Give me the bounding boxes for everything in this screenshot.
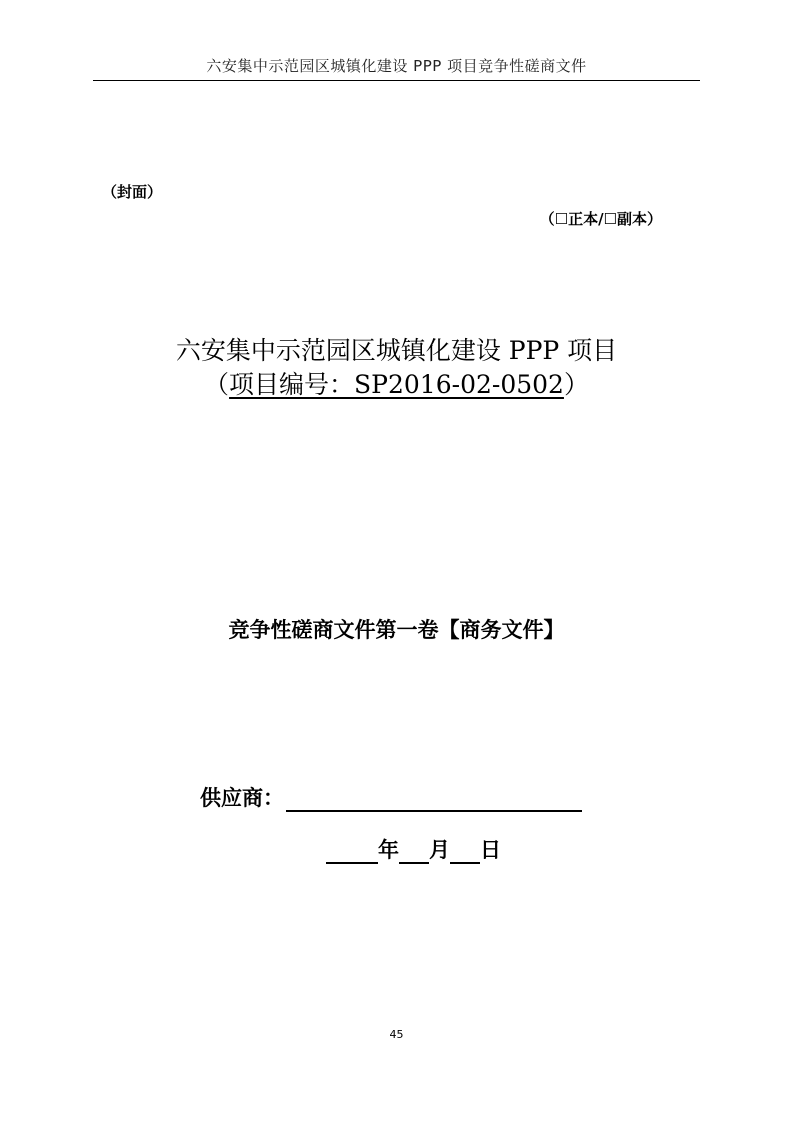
supplier-row (200, 782, 582, 812)
day-blank-line (450, 838, 480, 864)
project-number-close-paren: ） (563, 370, 589, 399)
project-number-open-paren: （ (204, 370, 230, 399)
page-number: 45 (389, 1028, 404, 1041)
month-label: 月 (429, 838, 450, 862)
header-divider (93, 80, 700, 81)
project-title: 六安集中示范园区城镇化建设 PPP 项目 (175, 336, 618, 365)
year-label: 年 (378, 838, 399, 862)
volume-title: 竞争性磋商文件第一卷【商务文件】 (228, 618, 565, 642)
page-header: 六安集中示范园区城镇化建设 PPP 项目竞争性磋商文件 (206, 57, 587, 75)
month-blank-line (399, 838, 429, 864)
year-blank-line (326, 838, 378, 864)
day-label: 日 (480, 838, 501, 862)
cover-label: （封面） (102, 183, 163, 201)
copy-type-label: （☐正本/☐副本） (539, 210, 662, 228)
project-number-line (0, 368, 793, 402)
supplier-label: 供应商： (200, 786, 284, 810)
project-number: 项目编号：SP2016-02-0502 (229, 370, 564, 399)
supplier-blank-line (286, 784, 582, 812)
date-row (326, 834, 501, 864)
